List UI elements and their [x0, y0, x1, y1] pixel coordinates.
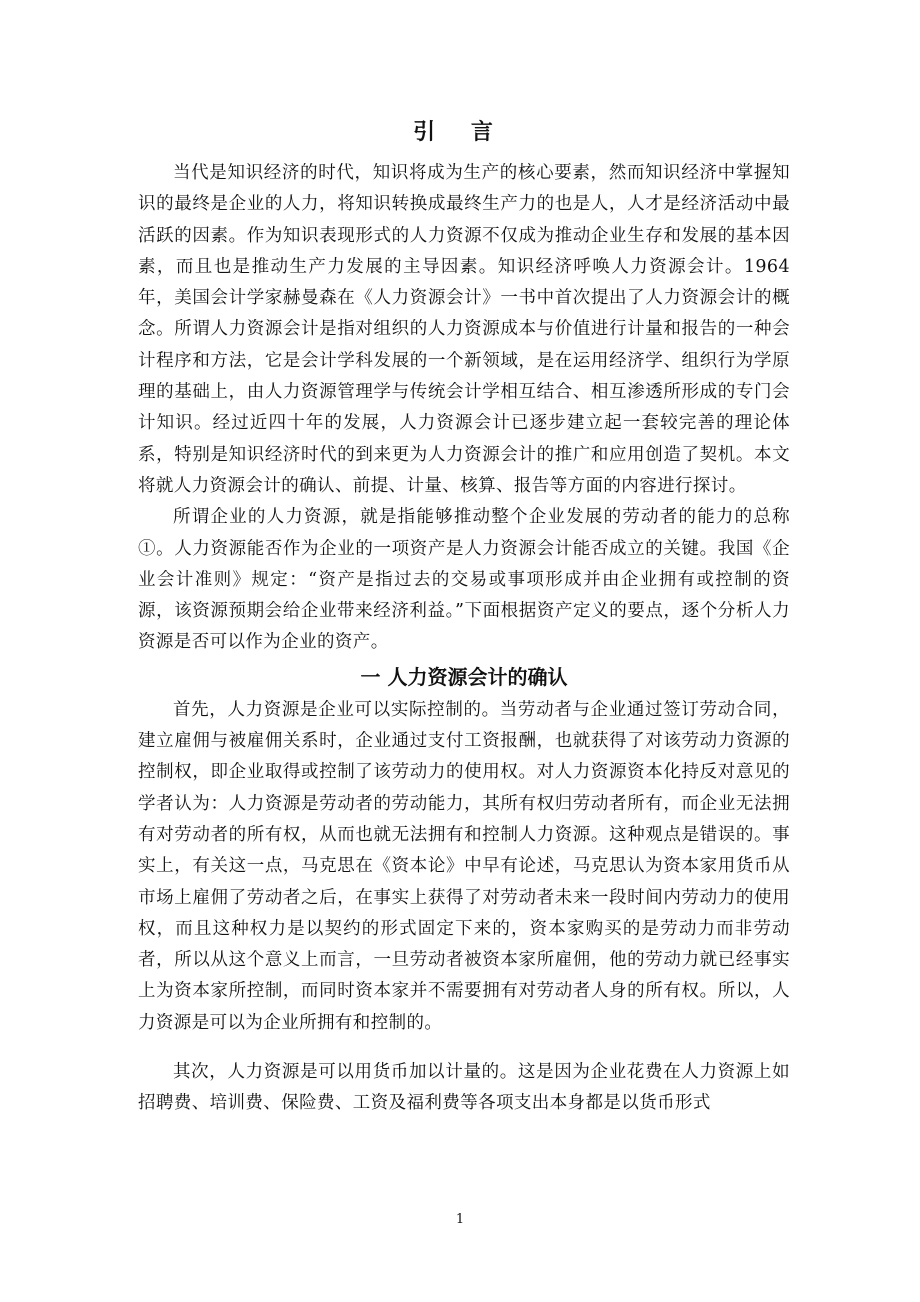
section-paragraph-2: 其次，人力资源是可以用货币加以计量的。这是因为企业花费在人力资源上如招聘费、培训费、保险费、工资及福利费等各项支出本身都是以货币形式	[138, 1062, 790, 1114]
body-text	[138, 158, 790, 1120]
intro-paragraph-1: 当代是知识经济的时代，知识将成为生产的核心要素，然而知识经济中掌握知识的最终是企业的人力，将知识转换成最终生产力的也是人，人才是经济活动中最活跃的因素。作为知识表现形式的人力资源不仅成为推动企业生存和发展的基本因素，而且也是推动生产力发展的主导因素。知识经济呼唤人力资源会计。1964 年，美国会计学家赫曼森在《人力资源会计》一书中首次提出了人力资源会计的概念。所谓人力资源会计是指对组织的人力资源成本与价值进行计量和报告的一种会计程序和方法，它是会计学科发展的一个新领域，是在运用经济学、组织行为学原理的基础上，由人力资源管理学与传统会计学相互结合、相互渗透所形成的专门会计知识。经过近四十年的发展，人力资源会计已逐步建立起一套较完善的理论体系，特别是知识经济时代的到来更为人力资源会计的推广和应用创造了契机。本文将就人力资源会计的确认、前提、计量、核算、报告等方面的内容进行探讨。	[138, 163, 790, 496]
page-number: 1	[455, 1212, 465, 1227]
section-paragraph-1: 首先，人力资源是企业可以实际控制的。当劳动者与企业通过签订劳动合同，建立雇佣与被雇佣关系时，企业通过支付工资报酬，也就获得了对该劳动力资源的控制权，即企业取得或控制了该劳动力的使用权。对人力资源资本化持反对意见的学者认为：人力资源是劳动者的劳动能力，其所有权归劳动者所有，而企业无法拥有对劳动者的所有权，从而也就无法拥有和控制人力资源。这种观点是错误的。事实上，有关这一点，马克思在《资本论》中早有论述，马克思认为资本家用货币从市场上雇佣了劳动者之后，在事实上获得了对劳动者未来一段时间内劳动力的使用权，而且这种权力是以契约的形式固定下来的，资本家购买的是劳动力而非劳动者，所以从这个意义上而言，一旦劳动者被资本家所雇佣，他的劳动力就已经事实上为资本家所控制，而同时资本家并不需要拥有对劳动者人身的所有权。所以，人力资源是可以为企业所拥有和控制的。	[138, 699, 790, 1033]
intro-paragraph-2: 所谓企业的人力资源，就是指能够推动整个企业发展的劳动者的能力的总称①。人力资源能否作为企业的一项资产是人力资源会计能否成立的关键。我国《企业会计准则》规定：“资产是指过去的交易或事项形成并由企业拥有或控制的资源，该资源预期会给企业带来经济利益。”下面根据资产定义的要点，逐个分析人力资源是否可以作为企业的资产。	[138, 507, 790, 653]
section-heading: 一 人力资源会计的确认	[360, 664, 568, 689]
page-title: 引 言	[413, 120, 507, 145]
paragraph-gap	[138, 1039, 790, 1057]
